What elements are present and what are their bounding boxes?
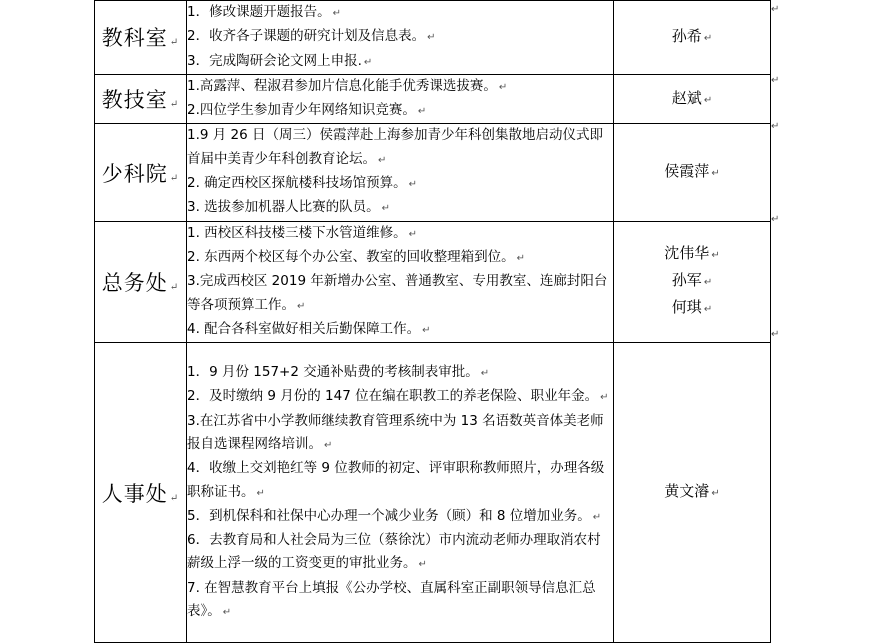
paragraph-mark-icon: ↵ xyxy=(703,277,713,289)
paragraph-mark-icon: ↵ xyxy=(711,250,720,262)
task-text: 6．去教育局和人社会局为三位（蔡徐沈）市内流动老师办理取消农村薪级上浮一级的工资变更的审批业务。 xyxy=(187,532,601,572)
task-text: 2. 东西两个校区每个办公室、教室的回收整理箱到位。 xyxy=(187,248,515,265)
paragraph-mark-icon: ↵ xyxy=(600,392,609,404)
task-item xyxy=(187,124,613,172)
table-row xyxy=(95,343,771,643)
responsible-person-name: 黄文濬 ↵ xyxy=(664,482,720,501)
paragraph-mark-icon: ↵ xyxy=(381,203,391,215)
task-text: 4．收缴上交刘艳红等 9 位教师的初定、评审职称教师照片，办理各级职称证书。 xyxy=(187,460,605,500)
department-cell xyxy=(95,1,187,75)
paragraph-mark-icon: ↵ xyxy=(363,56,373,68)
department-cell xyxy=(95,74,187,124)
paragraph-mark-icon: ↵ xyxy=(222,606,232,618)
paragraph-mark-icon: ↵ xyxy=(169,172,180,184)
paragraph-mark-icon: ↵ xyxy=(417,106,427,118)
paragraph-mark-icon: ↵ xyxy=(480,368,490,380)
task-item xyxy=(187,577,613,625)
department-name: 少科院 xyxy=(101,161,168,186)
task-text: 1.9 月 26 日（周三）侯霞萍赴上海参加青少年科创集散地启动仪式即首届中美青少年科创教育论坛。 xyxy=(187,127,604,167)
task-text: 2．及时缴纳 9 月份的 147 位在编在职教工的养老保险、职业年金。 xyxy=(187,388,599,405)
task-item xyxy=(187,99,613,123)
row-end-mark-icon: ↵ xyxy=(771,121,780,132)
task-item xyxy=(187,385,613,409)
row-end-mark-icon: ↵ xyxy=(771,4,780,15)
department-cell xyxy=(95,221,187,342)
paragraph-mark-icon: ↵ xyxy=(711,168,720,180)
row-end-mark-icon: ↵ xyxy=(771,75,780,86)
task-item xyxy=(187,75,613,99)
task-text: 3. 选拔参加机器人比赛的队员。 xyxy=(187,199,380,216)
schedule-table xyxy=(94,0,771,643)
task-text: 1．9 月份 157+2 交通补贴费的考核制表审批。 xyxy=(187,364,479,381)
task-text: 3.完成西校区 2019 年新增办公室、普通教室、专用教室、连廊封阳台等各项预算工作。 xyxy=(187,273,608,313)
paragraph-mark-icon: ↵ xyxy=(703,304,713,316)
row-end-mark-icon: ↵ xyxy=(771,329,780,340)
responsible-person-name: 孙希 ↵ xyxy=(671,26,713,45)
table-row xyxy=(95,74,771,124)
department-cell xyxy=(95,124,187,221)
responsible-person-name: 孙军 ↵ xyxy=(671,271,713,290)
task-item xyxy=(187,50,613,74)
department-name: 教技室 xyxy=(101,88,168,113)
tasks-cell xyxy=(187,1,614,75)
task-item xyxy=(187,246,613,270)
task-item xyxy=(187,318,613,342)
task-text: 3.在江苏省中小学教师继续教育管理系统中为 13 名语数英音体美老师报自选课程网络培训。 xyxy=(187,412,604,452)
table-row xyxy=(95,1,771,75)
tasks-cell xyxy=(187,221,614,342)
department-name: 教科室 xyxy=(101,26,168,51)
tasks-cell xyxy=(187,343,614,643)
row-end-mark-icon: ↵ xyxy=(771,214,780,225)
task-text: 7. 在智慧教育平台上填报《公办学校、直属科室正副职领导信息汇总表》。 xyxy=(187,579,596,619)
responsible-person-cell xyxy=(614,343,771,643)
task-text: 1．修改课题开题报告。 xyxy=(187,4,331,20)
task-item xyxy=(187,457,613,505)
paragraph-mark-icon: ↵ xyxy=(408,228,418,240)
task-item xyxy=(187,1,613,25)
paragraph-mark-icon: ↵ xyxy=(703,32,713,44)
task-text: 2. 确定西校区探航楼科技场馆预算。 xyxy=(187,175,407,192)
task-item xyxy=(187,25,613,49)
responsible-person-name: 何琪 ↵ xyxy=(671,298,713,317)
task-text: 2.四位学生参加青少年网络知识竞赛。 xyxy=(187,102,416,119)
department-cell xyxy=(95,343,187,643)
paragraph-mark-icon: ↵ xyxy=(169,492,180,504)
paragraph-mark-icon: ↵ xyxy=(418,559,427,571)
responsible-person-cell xyxy=(614,1,771,75)
paragraph-mark-icon: ↵ xyxy=(408,179,418,191)
responsible-person-cell xyxy=(614,124,771,221)
tasks-cell xyxy=(187,124,614,221)
task-item xyxy=(187,361,613,385)
task-text: 3．完成陶研会论文网上申报. xyxy=(187,52,362,69)
paragraph-mark-icon: ↵ xyxy=(169,281,180,293)
paragraph-mark-icon: ↵ xyxy=(378,154,387,166)
responsible-person-cell xyxy=(614,221,771,342)
paragraph-mark-icon: ↵ xyxy=(169,37,180,49)
responsible-person-cell xyxy=(614,74,771,124)
task-text: 4. 配合各科室做好相关后勤保障工作。 xyxy=(187,320,421,337)
paragraph-mark-icon: ↵ xyxy=(256,487,265,499)
task-text: 1.高露萍、程淑君参加片信息化能手优秀课选拔赛。 xyxy=(187,77,497,94)
tasks-cell xyxy=(187,74,614,124)
department-name: 总务处 xyxy=(101,270,168,295)
paragraph-mark-icon: ↵ xyxy=(169,99,180,111)
paragraph-mark-icon: ↵ xyxy=(297,300,306,312)
paragraph-mark-icon: ↵ xyxy=(516,252,526,264)
task-item xyxy=(187,196,613,220)
paragraph-mark-icon: ↵ xyxy=(332,8,341,19)
paragraph-mark-icon: ↵ xyxy=(592,511,602,523)
responsible-person-name: 侯霞萍 ↵ xyxy=(664,162,720,181)
table-row xyxy=(95,221,771,342)
paragraph-mark-icon: ↵ xyxy=(703,94,713,106)
task-text: 5．到机保科和社保中心办理一个减少业务（顾）和 8 位增加业务。 xyxy=(187,507,591,524)
paragraph-mark-icon: ↵ xyxy=(422,324,431,336)
paragraph-mark-icon: ↵ xyxy=(324,439,333,451)
paragraph-mark-icon: ↵ xyxy=(498,81,508,93)
task-text: 1. 西校区科技楼三楼下水管道维修。 xyxy=(187,224,407,241)
table-row xyxy=(95,124,771,221)
task-text: 2．收齐各子课题的研究计划及信息表。 xyxy=(187,28,426,45)
department-name: 人事处 xyxy=(101,481,168,506)
task-item xyxy=(187,270,613,318)
task-item xyxy=(187,529,613,577)
paragraph-mark-icon: ↵ xyxy=(427,32,436,44)
task-item xyxy=(187,505,613,529)
responsible-person-name: 赵斌 ↵ xyxy=(671,88,713,107)
task-item xyxy=(187,172,613,196)
schedule-table-body xyxy=(95,1,771,643)
responsible-person-name: 沈伟华 ↵ xyxy=(664,244,720,263)
task-item xyxy=(187,222,613,246)
paragraph-mark-icon: ↵ xyxy=(711,488,720,500)
task-item xyxy=(187,410,613,458)
